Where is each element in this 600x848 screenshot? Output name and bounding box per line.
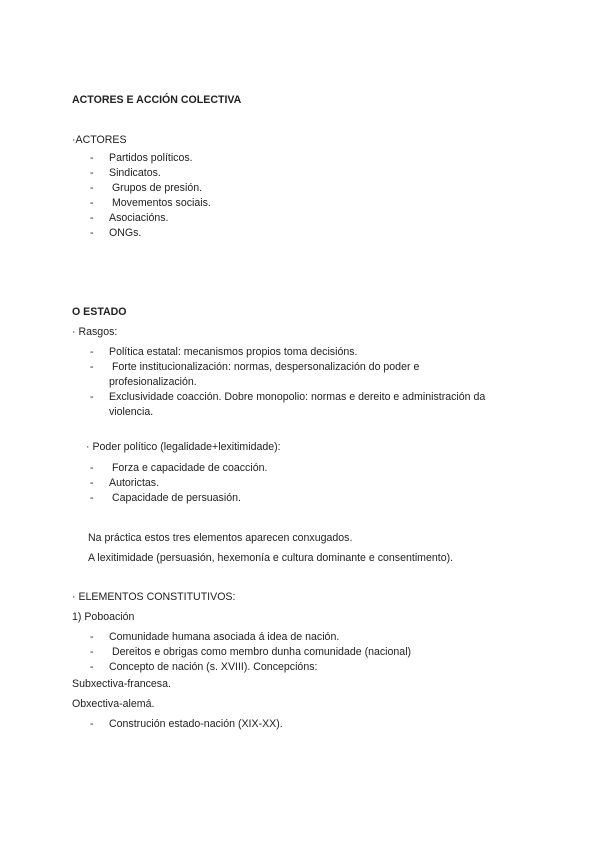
list-dash: -	[90, 212, 94, 224]
subheading-poboacion: 1) Poboación	[72, 611, 135, 623]
note-text: A lexitimidade (persuasión, hexemonía e cultura dominante e consentimento).	[88, 552, 454, 564]
list-item: Grupos de presión.	[109, 182, 203, 194]
list-item-continuation: profesionalización.	[109, 376, 197, 388]
rasgos-label: · Rasgos:	[72, 326, 118, 338]
list-dash: -	[90, 152, 94, 164]
poder-label: · Poder político (legalidade+lexitimidade):	[86, 441, 281, 453]
list-item: Capacidade de persuasión.	[109, 492, 241, 504]
list-dash: -	[90, 646, 94, 658]
list-item-continuation: violencia.	[109, 406, 154, 418]
section-heading-actores: ACTORES E ACCIÓN COLECTIVA	[72, 94, 242, 106]
list-dash: -	[90, 718, 94, 730]
list-item: Política estatal: mecanismos propios toma decisións.	[109, 346, 358, 358]
list-item: Movementos sociais.	[109, 197, 211, 209]
list-dash: -	[90, 661, 94, 673]
list-dash: -	[90, 182, 94, 194]
paragraph-text: Subxectiva-francesa.	[72, 678, 171, 690]
list-item: Forza e capacidade de coacción.	[109, 462, 268, 474]
list-item: Exclusividade coacción. Dobre monopolio: normas e dereito e administración da	[109, 391, 486, 403]
list-dash: -	[90, 167, 94, 179]
list-item: Autorictas.	[109, 477, 160, 489]
subheading-actores: ·ACTORES	[72, 134, 127, 146]
list-dash: -	[90, 197, 94, 209]
list-item: Sindicatos.	[109, 167, 161, 179]
list-item: Forte institucionalización: normas, despersonalización do poder e	[109, 361, 420, 373]
section-heading-estado: O ESTADO	[72, 306, 127, 318]
section-heading-elementos: · ELEMENTOS CONSTITUTIVOS:	[72, 591, 236, 603]
list-item: Comunidade humana asociada á idea de nación.	[109, 631, 340, 643]
list-dash: -	[90, 462, 94, 474]
list-item: Construción estado-nación (XIX-XX).	[109, 718, 283, 730]
list-item: Dereitos e obrigas como membro dunha comunidade (nacional)	[109, 646, 412, 658]
list-dash: -	[90, 477, 94, 489]
list-dash: -	[90, 492, 94, 504]
list-item: Partidos políticos.	[109, 152, 193, 164]
list-dash: -	[90, 227, 94, 239]
list-dash: -	[90, 391, 94, 403]
list-dash: -	[90, 346, 94, 358]
list-item: Asociacións.	[109, 212, 169, 224]
list-dash: -	[90, 361, 94, 373]
note-text: Na práctica estos tres elementos aparecen conxugados.	[88, 532, 353, 544]
list-dash: -	[90, 631, 94, 643]
list-item: Concepto de nación (s. XVIII). Concepcións:	[109, 661, 318, 673]
list-item: ONGs.	[109, 227, 142, 239]
paragraph-text: Obxectiva-alemá.	[72, 698, 155, 710]
